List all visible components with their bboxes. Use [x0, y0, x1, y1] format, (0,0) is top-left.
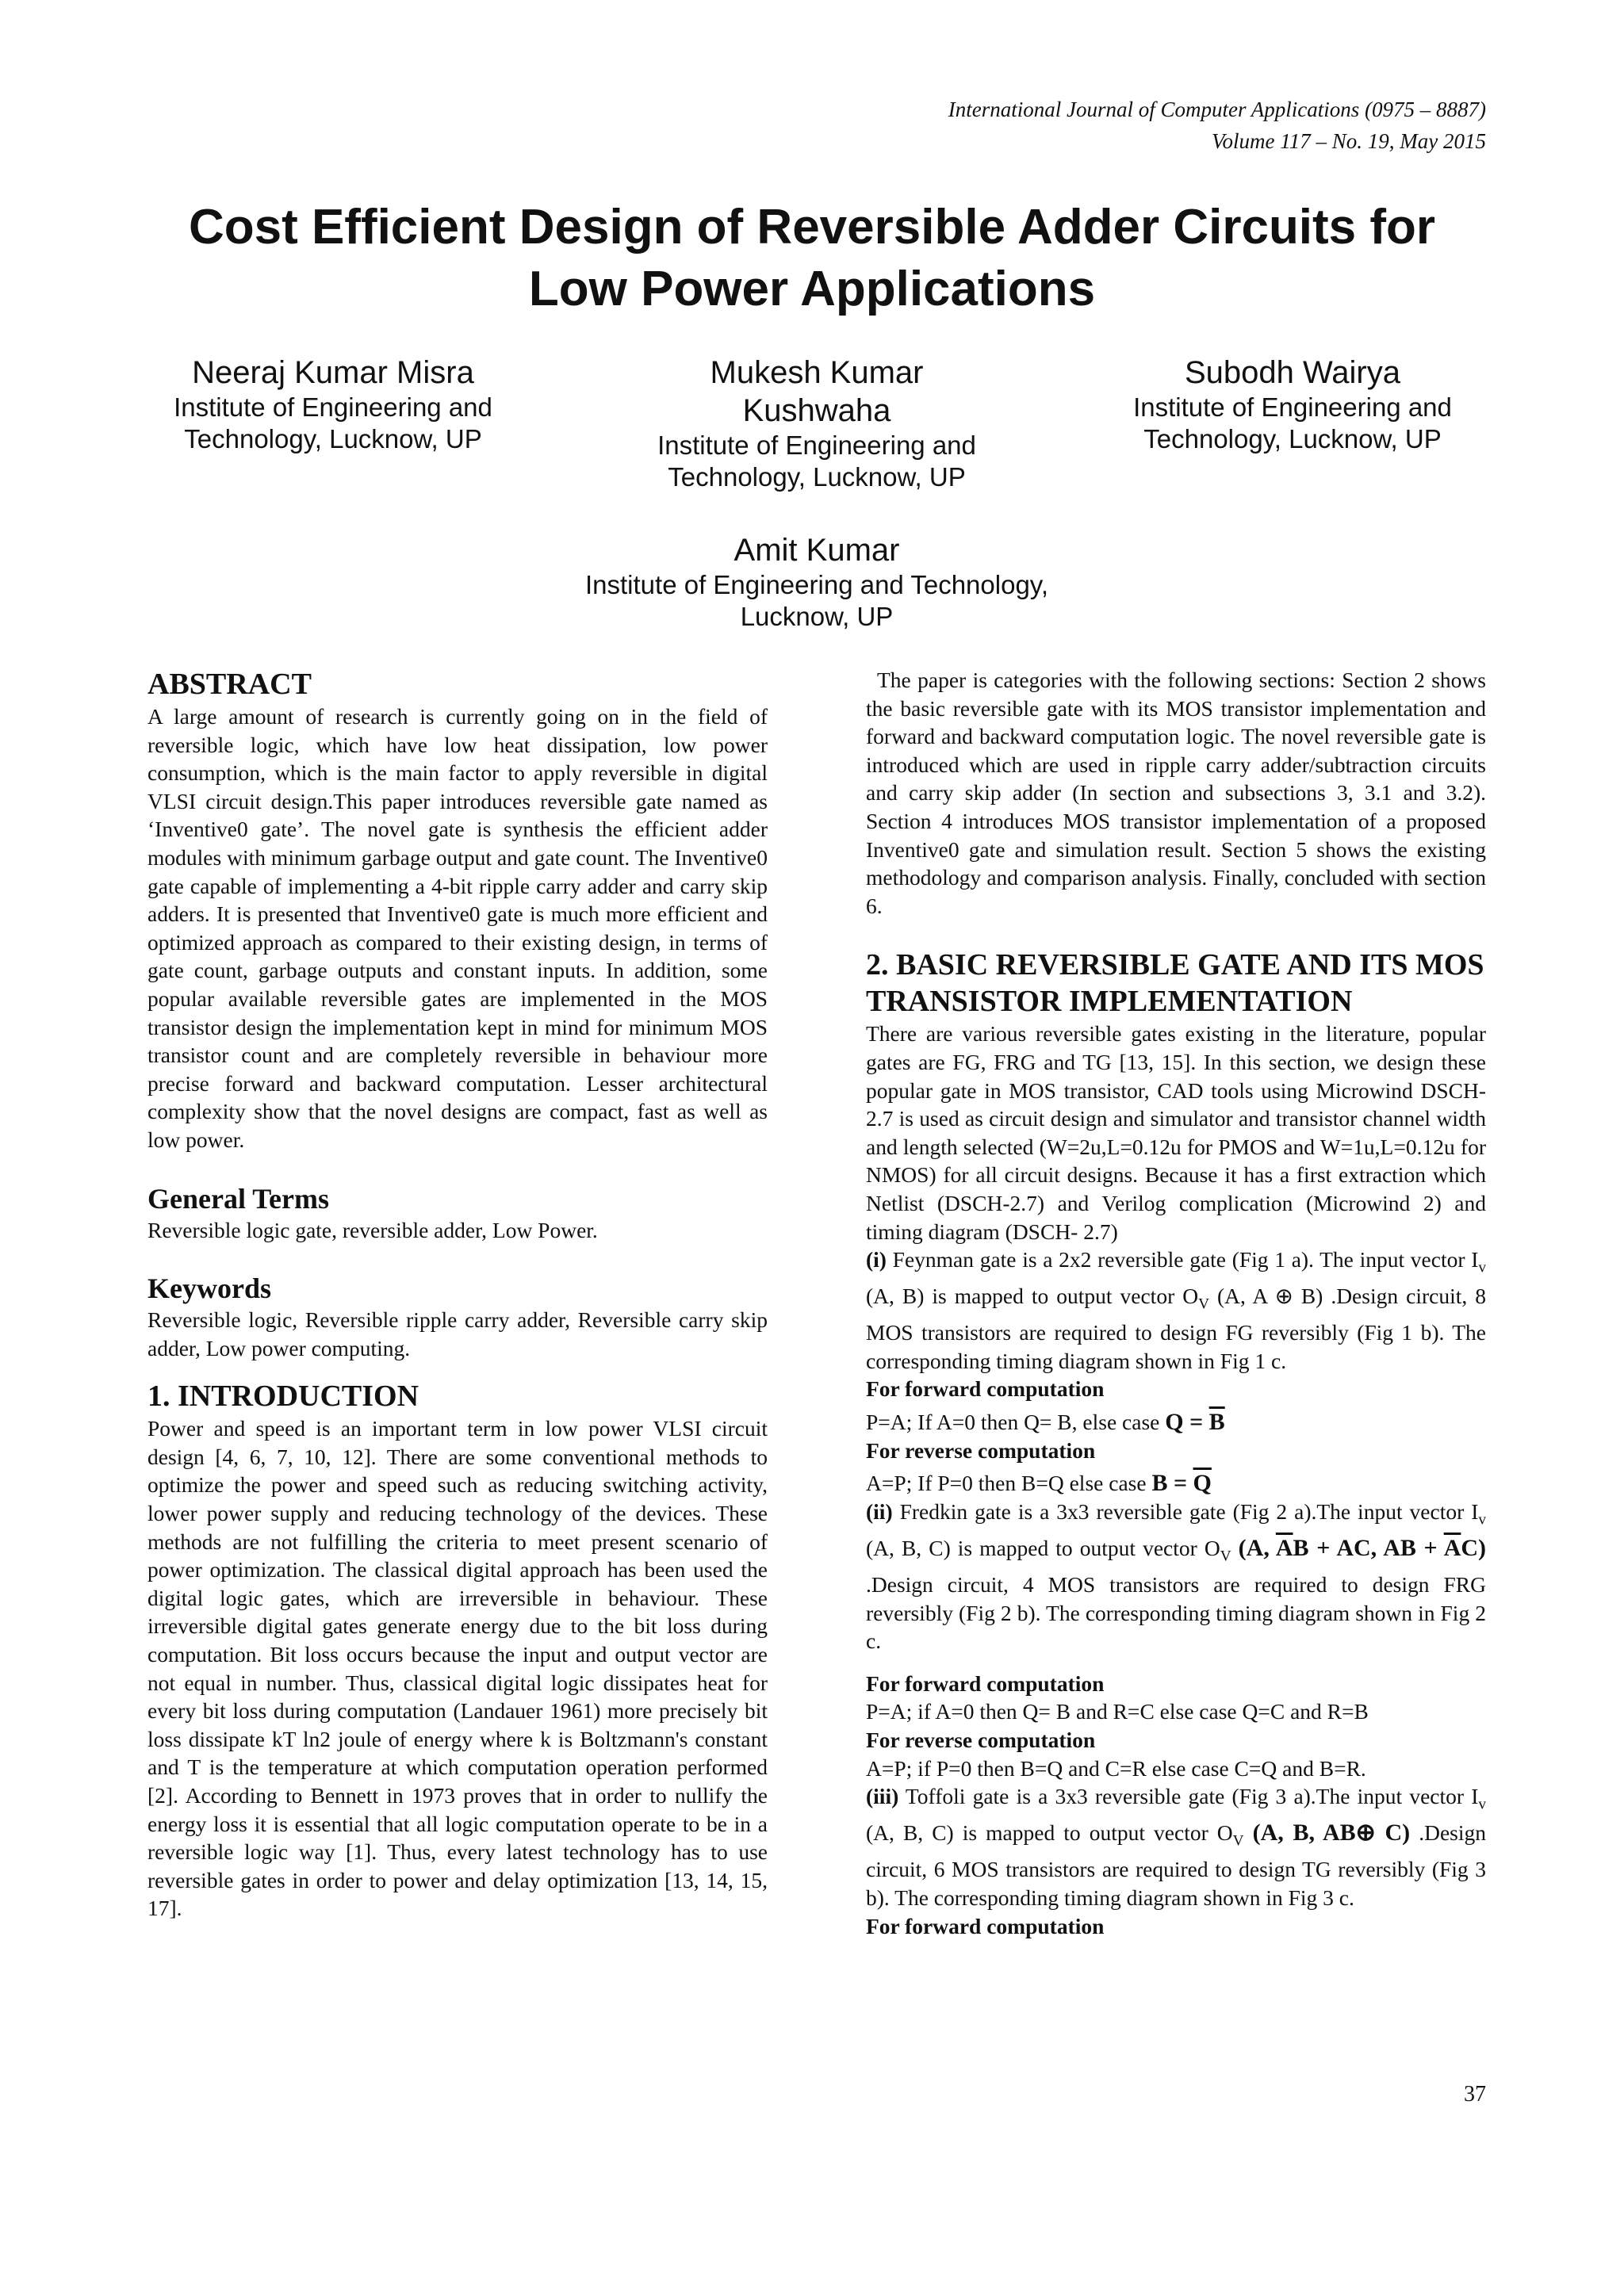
author-name: Subodh Wairya	[1185, 355, 1400, 390]
author-name: Kushwaha	[742, 393, 891, 428]
toffoli-gate-text: (iii) Toffoli gate is a 3x3 reversible gate (Fig 3 a).The input vector $I_v$ (A, B, C) is mapped to output vector $O_V$ (A, B, AB⊕ C) .Design circuit, 6 MOS transistors are required to design TG reversibly (Fig 3 b). The corresponding timing diagram shown in Fig 3 c.	[866, 1784, 1486, 1910]
right-column	[866, 666, 1486, 1940]
author-3	[1110, 354, 1475, 455]
journal-volume: Volume 117 – No. 19, May 2015	[1212, 129, 1486, 153]
page-number: 37	[1464, 2082, 1486, 2107]
author-affiliation: Institute of Engineering and	[1133, 392, 1452, 422]
fredkin-forward-text: P=A; if A=0 then Q= B and R=C else case Q=C and R=B	[866, 1699, 1369, 1724]
journal-header	[948, 94, 1486, 157]
paper-organization-text: The paper is categories with the following sections: Section 2 shows the basic reversible gate with its MOS transistor implementation and forward and backward computation logic. The novel reversible gate is introduced which are used in ripple carry adder/subtraction circuits and carry skip adder (In section and subsections 3, 3.1 and 3.2). Section 4 introduces MOS transistor implementation of a proposed Inventive0 gate and simulation result. Section 5 shows the existing methodology and comparison analysis. Finally, concluded with section 6.	[866, 668, 1486, 918]
general-terms-text: Reversible logic gate, reversible adder, Low Power.	[147, 1217, 598, 1242]
author-name: Mukesh Kumar	[710, 355, 924, 390]
introduction-heading: 1. INTRODUCTION	[147, 1380, 419, 1414]
forward-computation-label: For forward computation	[866, 1670, 1105, 1696]
author-affiliation: Institute of Engineering and Technology,	[584, 570, 1049, 599]
author-affiliation: Lucknow, UP	[740, 602, 894, 631]
author-affiliation: Technology, Lucknow, UP	[184, 424, 482, 453]
author-affiliation: Institute of Engineering and	[174, 392, 492, 422]
abstract-heading: ABSTRACT	[147, 668, 312, 701]
author-1	[159, 354, 508, 455]
abstract-text: A large amount of research is currently going on in the field of reversible logic, which have low heat dissipation, low power consumption, which is the main factor to apply reversible in digital VLSI circuit design.This paper introduces reversible gate named as ‘Inventive0 gate’. The novel gate is synthesis the efficient adder modules with minimum garbage output and gate count. The Inventive0 gate capable of implementing a 4-bit ripple carry adder and carry skip adders. It is presented that Inventive0 gate is much more efficient and optimized approach as compared to their existing design, in terms of gate count, garbage outputs and constant inputs. In addition, some popular available reversible gates are implemented in the MOS transistor design the implementation kept in mind for minimum MOS transistor count and are completely reversible in behaviour more precise forward and backward computation. Lesser architectural complexity show that the novel designs are compact, fast as well as low power.	[147, 704, 768, 1152]
feynman-forward-text: P=A; If A=0 then Q= B, else case $Q = \overline{B}$	[866, 1409, 1225, 1436]
fredkin-gate-text: (ii) Fredkin gate is a 3x3 reversible gate (Fig 2 a).The input vector $I_v$ (A, B, C) is mapped to output vector $O_V$ (A, $\overline{A}B$ + AC, AB + $\overline{A}C$) .Design circuit, 4 MOS transistors are required to design FRG reversibly (Fig 2 b). The corresponding timing diagram shown in Fig 2 c.	[866, 1498, 1487, 1654]
author-4	[539, 531, 1094, 633]
forward-computation-label: For forward computation	[866, 1376, 1105, 1402]
author-affiliation: Technology, Lucknow, UP	[668, 462, 966, 492]
reverse-computation-label: For reverse computation	[866, 1728, 1096, 1752]
reverse-computation-label: For reverse computation	[866, 1437, 1096, 1463]
journal-name: International Journal of Computer Applications (0975 – 8887)	[948, 98, 1486, 121]
left-column	[147, 666, 768, 1923]
forward-computation-label: For forward computation	[866, 1913, 1105, 1938]
section-2-text: There are various reversible gates existing in the literature, popular gates are FG, FRG and TG [13, 15]. In this section, we design these popular gate in MOS transistor, CAD tools using Microwind DSCH-2.7 is used as circuit design and simulator and transistor channel width and length selected (W=2u,L=0.12u for PMOS and W=1u,L=0.12u for NMOS) for all circuit designs. Because it has a first extraction which Netlist (DSCH-2.7) and Verilog complication (Microwind 2) and timing diagram (DSCH- 2.7)	[866, 1021, 1486, 1244]
author-name: Amit Kumar	[733, 533, 900, 568]
paper-title	[119, 197, 1505, 320]
author-name: Neeraj Kumar Misra	[192, 355, 474, 390]
title-line-2: Low Power Applications	[528, 262, 1096, 316]
title-line-1: Cost Efficient Design of Reversible Adder Circuits for	[188, 200, 1436, 254]
author-2	[634, 354, 999, 493]
fredkin-reverse-text: A=P; if P=0 then B=Q and C=R else case C=Q and B=R.	[866, 1755, 1366, 1781]
feynman-gate-text: (i) Feynman gate is a 2x2 reversible gate (Fig 1 a). The input vector $I_v$ (A, B) is mapped to output vector $O_V$ (A, A ⊕ B) .Design circuit, 8 MOS transistors are required to design FG reversibly (Fig 1 b). The corresponding timing diagram shown in Fig 1 c.	[866, 1247, 1486, 1373]
section-2-heading: 2. BASIC REVERSIBLE GATE AND ITS MOS TRANSISTOR IMPLEMENTATION	[866, 948, 1484, 1019]
author-affiliation: Technology, Lucknow, UP	[1143, 424, 1442, 453]
keywords-heading: Keywords	[147, 1272, 271, 1305]
introduction-text: Power and speed is an important term in low power VLSI circuit design [4, 6, 7, 10, 12]. There are some conventional methods to optimize the power and speed such as reducing switching activity, lower power supply and reducing technology of the devices. These methods are not fulfilling the criteria to meet present scenario of power optimization. The classical digital approach has been used the digital logic gates, which are irreversible in behaviour. These irreversible digital gates generate energy due to the bit loss during computation. Bit loss occurs because the input and output vector are not equal in number. Thus, classical digital logic dissipates heat for every bit loss during computation (Landauer 1961) more precisely bit loss dissipate kT ln2 joule of energy where k is Boltzmann's constant and T is the temperature at which computation operation performed [2]. According to Bennett in 1973 proves that in order to nullify the energy loss it is essential that all logic computation operate to be in a reversible logic way [1]. Thus, every latest technology has to use reversible gates in order to power and delay optimization [13, 14, 15, 17].	[147, 1416, 768, 1921]
author-affiliation: Institute of Engineering and	[657, 430, 976, 460]
general-terms-heading: General Terms	[147, 1182, 329, 1215]
feynman-reverse-text: A=P; If P=0 then B=Q else case $B = \overline{Q}$	[866, 1470, 1212, 1497]
keywords-text: Reversible logic, Reversible ripple carry adder, Reversible carry skip adder, Low power computing.	[147, 1307, 768, 1360]
